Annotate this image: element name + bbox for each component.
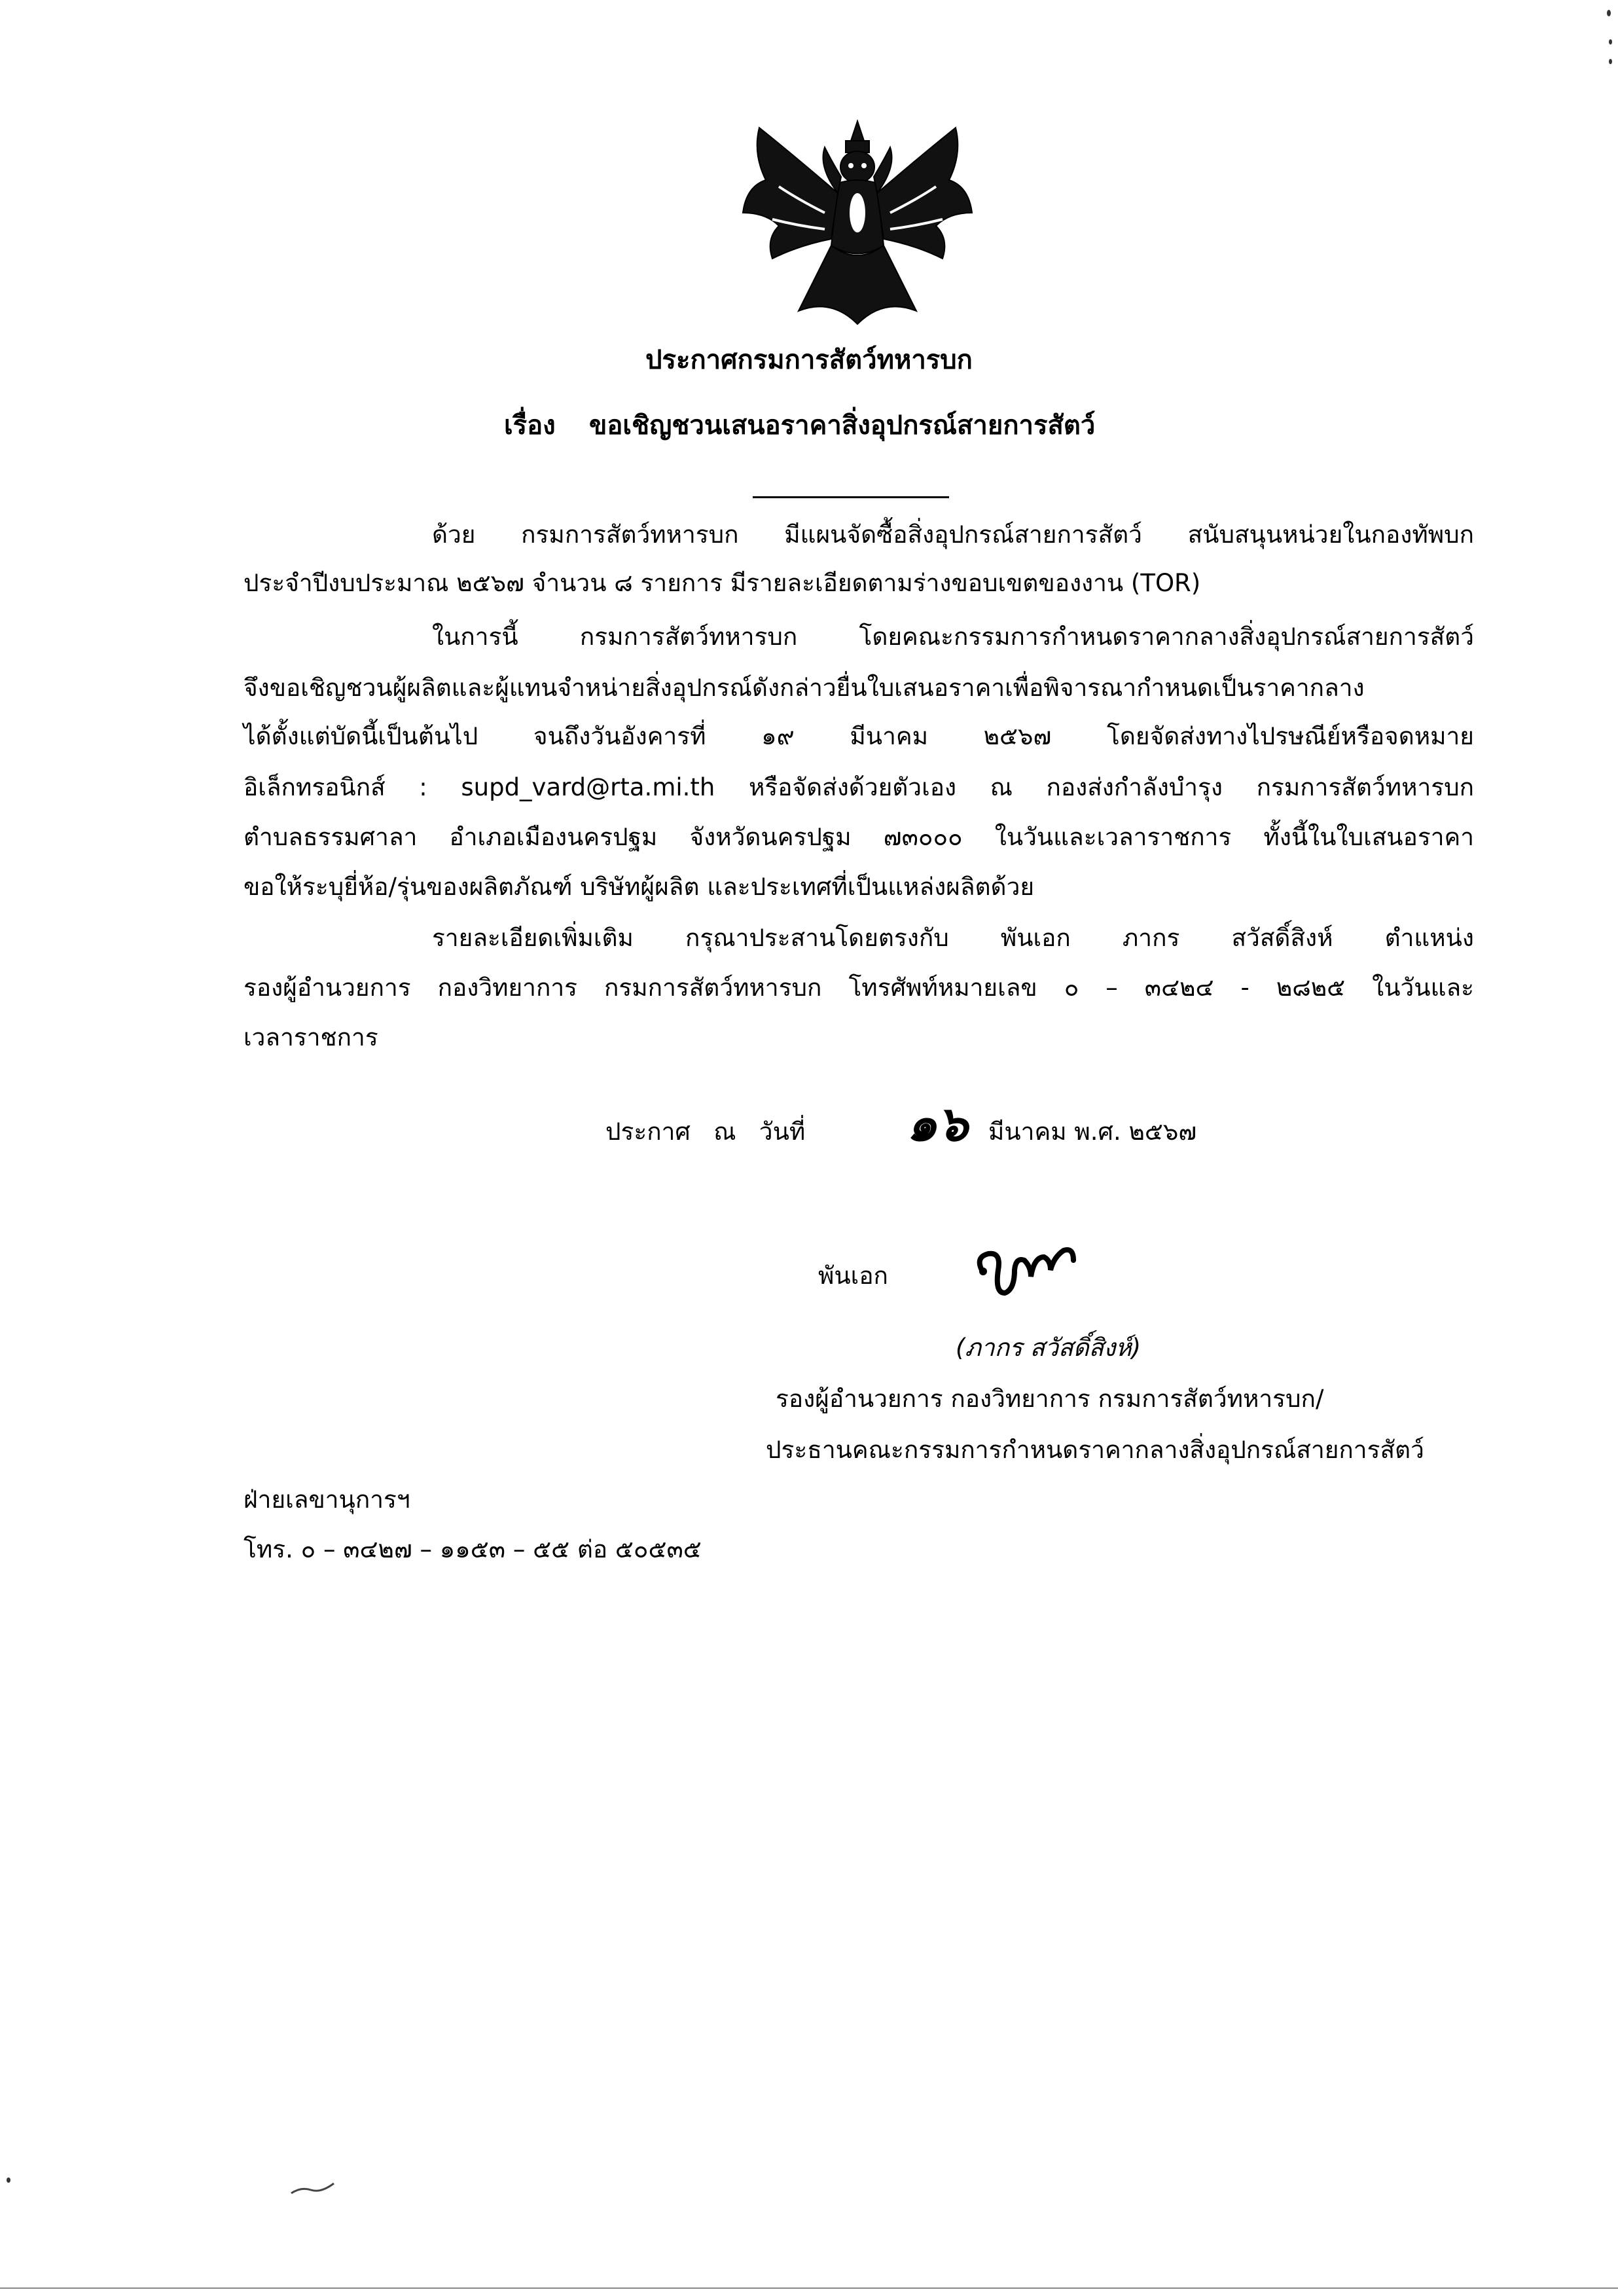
body-line: ได้ตั้งแต่บัดนี้เป็นต้นไป จนถึงวันอังคารที่ ๑๙ มีนาคม ๒๕๖๗ โดยจัดส่งทางไปรษณีย์หรือจดหมาย (243, 722, 1474, 750)
body-line: อิเล็กทรอนิกส์ : supd_vard@rta.mi.th หรือจัดส่งด้วยตัวเอง ณ กองส่งกำลังบำรุง กรมการสัตว์ทหารบก (243, 773, 1474, 801)
body-line: ประจำปีงบประมาณ ๒๕๖๗ จำนวน ๘ รายการ มีรายละเอียดตามร่างขอบเขตของงาน (TOR) (243, 569, 1201, 597)
page-edge-line (0, 2287, 1618, 2289)
title-divider (753, 496, 949, 498)
scan-mark (7, 2178, 10, 2183)
announcement-title: ประกาศกรมการสัตว์ทหารบก (645, 345, 973, 375)
footer-office: ฝ่ายเลขานุการฯ (243, 1485, 410, 1514)
body-line: ขอให้ระบุยี่ห้อ/รุ่นของผลิตภัณฑ์ บริษัทผู้ผลิต และประเทศที่เป็นแหล่งผลิตด้วย (243, 873, 1035, 901)
scan-mark (1609, 59, 1612, 64)
signer-rank: พันเอก (818, 1262, 888, 1290)
scan-mark (1607, 10, 1611, 16)
subject-label: เรื่อง (504, 410, 556, 441)
date-suffix: มีนาคม พ.ศ. ๒๕๖๗ (988, 1118, 1197, 1146)
body-line: รายละเอียดเพิ่มเติม กรุณาประสานโดยตรงกับ พันเอก ภากร สวัสดิ์สิงห์ ตำแหน่ง (432, 924, 1474, 952)
scan-mark (1609, 39, 1612, 45)
handwritten-signature-icon (969, 1231, 1100, 1309)
signer-name: (ภากร สวัสดิ์สิงห์) (956, 1334, 1142, 1362)
subject-line (504, 406, 1095, 445)
subject-text: ขอเชิญชวนเสนอราคาสิ่งอุปกรณ์สายการสัตว์ (589, 410, 1096, 441)
body-line: ด้วย กรมการสัตว์ทหารบก มีแผนจัดซื้อสิ่งอุปกรณ์สายการสัตว์ สนับสนุนหน่วยในกองทัพบก (432, 520, 1474, 549)
signer-position-1: รองผู้อำนวยการ กองวิทยาการ กรมการสัตว์ทหารบก/ (776, 1385, 1324, 1413)
body-line: รองผู้อำนวยการ กองวิทยาการ กรมการสัตว์ทหารบก โทรศัพท์หมายเลข ๐ – ๓๔๒๔ - ๒๘๒๕ ในวันและ (243, 974, 1474, 1002)
body-line: ในการนี้ กรมการสัตว์ทหารบก โดยคณะกรรมการกำหนดราคากลางสิ่งอุปกรณ์สายการสัตว์ (432, 623, 1474, 651)
garuda-emblem-icon (733, 115, 982, 337)
body-line: เวลาราชการ (243, 1023, 378, 1051)
scan-smudge-icon (288, 2174, 347, 2200)
date-prefix: ประกาศ ณ วันที่ (605, 1118, 806, 1146)
body-line: ตำบลธรรมศาลา อำเภอเมืองนครปฐม จังหวัดนครปฐม ๗๓๐๐๐ ในวันและเวลาราชการ ทั้งนี้ในใบเสนอราคา (243, 823, 1474, 851)
footer-phone: โทร. ๐ – ๓๔๒๗ – ๑๑๕๓ – ๕๕ ต่อ ๕๐๕๓๕ (243, 1535, 702, 1563)
signer-position-2: ประธานคณะกรรมการกำหนดราคากลางสิ่งอุปกรณ์สายการสัตว์ (766, 1436, 1424, 1464)
handwritten-day: ๑๖ (907, 1096, 968, 1152)
body-line: จึงขอเชิญชวนผู้ผลิตและผู้แทนจำหน่ายสิ่งอุปกรณ์ดังกล่าวยื่นใบเสนอราคาเพื่อพิจารณากำหนดเป็นราคากลาง (243, 674, 1365, 702)
